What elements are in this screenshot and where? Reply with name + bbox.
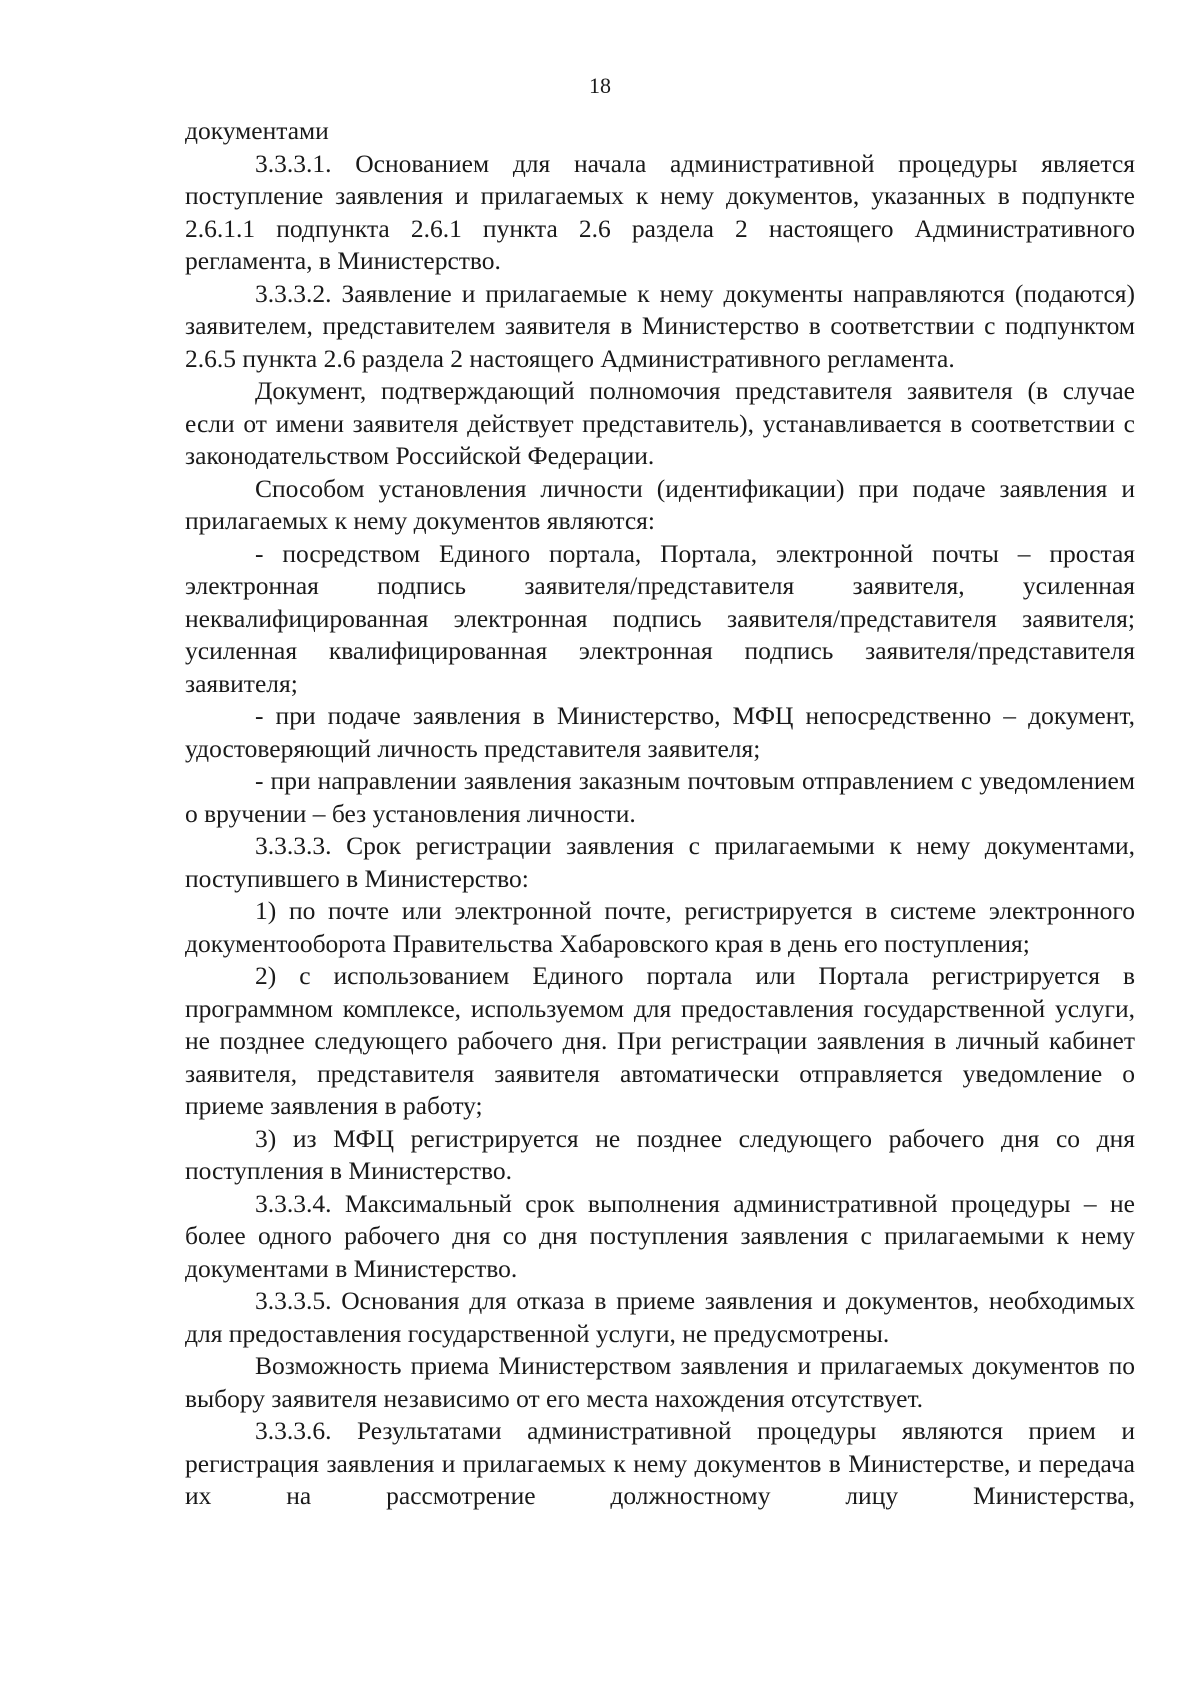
paragraph-acceptance-possibility: Возможность приема Министерством заявления и прилагаемых документов по выбору заявителя независимо от его места нахождения отсутствует. xyxy=(185,1351,1135,1413)
paragraph-3-3-3-6: 3.3.3.6. Результатами административной процедуры являются прием и регистрация заявления и прилагаемых к нему документов в Министерстве, и передача их на рассмотрение должностному лицу Министерства, xyxy=(185,1416,1135,1510)
paragraph-3-3-3-1: 3.3.3.1. Основанием для начала административной процедуры является поступление заявления и прилагаемых к нему документов, указанных в подпункте 2.6.1.1 подпункта 2.6.1 пункта 2.6 раздела 2 настоящего Административного регламента, в Министерство. xyxy=(185,148,1135,275)
document-body xyxy=(185,115,1135,1513)
paragraph-3-3-3-5: 3.3.3.5. Основания для отказа в приеме заявления и документов, необходимых для предоставления государственной услуги, не предусмотрены. xyxy=(185,1286,1135,1348)
list-item-portal-signature: - посредством Единого портала, Портала, электронной почты – простая электронная подпись заявителя/представителя заявителя, усиленная неквалифицированная электронная подпись заявителя/представителя заявителя; усиленная квалифицированная электронная подпись заявителя/представителя заявителя; xyxy=(185,538,1135,698)
list-item-3-mfc: 3) из МФЦ регистрируется не позднее следующего рабочего дня со дня поступления в Министерство. xyxy=(185,1123,1135,1185)
paragraph-continuation: документами xyxy=(185,116,329,145)
paragraph-3-3-3-4: 3.3.3.4. Максимальный срок выполнения административной процедуры – не более одного рабочего дня со дня поступления заявления с прилагаемыми к нему документами в Министерство. xyxy=(185,1188,1135,1283)
list-item-2-portal: 2) с использованием Единого портала или Портала регистрируется в программном комплексе, используемом для предоставления государственной услуги, не позднее следующего рабочего дня. При регистрации заявления в личный кабинет заявителя, представителя заявителя автоматически отправляется уведомление о приеме заявления в работу; xyxy=(185,961,1135,1120)
paragraph-3-3-3-3: 3.3.3.3. Срок регистрации заявления с прилагаемыми к нему документами, поступившего в Министерство: xyxy=(185,831,1135,893)
paragraph-3-3-3-2: 3.3.3.2. Заявление и прилагаемые к нему документы направляются (подаются) заявителем, представителем заявителя в Министерство в соответствии с подпунктом 2.6.5 пункта 2.6 раздела 2 настоящего Административного регламента. xyxy=(185,278,1135,373)
page-number: 18 xyxy=(589,73,611,98)
list-item-1-mail: 1) по почте или электронной почте, регистрируется в системе электронного документооборота Правительства Хабаровского края в день его поступления; xyxy=(185,896,1135,958)
paragraph-identification-methods: Способом установления личности (идентификации) при подаче заявления и прилагаемых к нему документов являются: xyxy=(185,473,1135,535)
list-item-in-person: - при подаче заявления в Министерство, МФЦ непосредственно – документ, удостоверяющий личность представителя заявителя; xyxy=(185,701,1135,763)
paragraph-representative-document: Документ, подтверждающий полномочия представителя заявителя (в случае если от имени заявителя действует представитель), устанавливается в соответствии с законодательством Российской Федерации. xyxy=(185,376,1135,470)
list-item-registered-mail: - при направлении заявления заказным почтовым отправлением с уведомлением о вручении – без установления личности. xyxy=(185,766,1135,828)
